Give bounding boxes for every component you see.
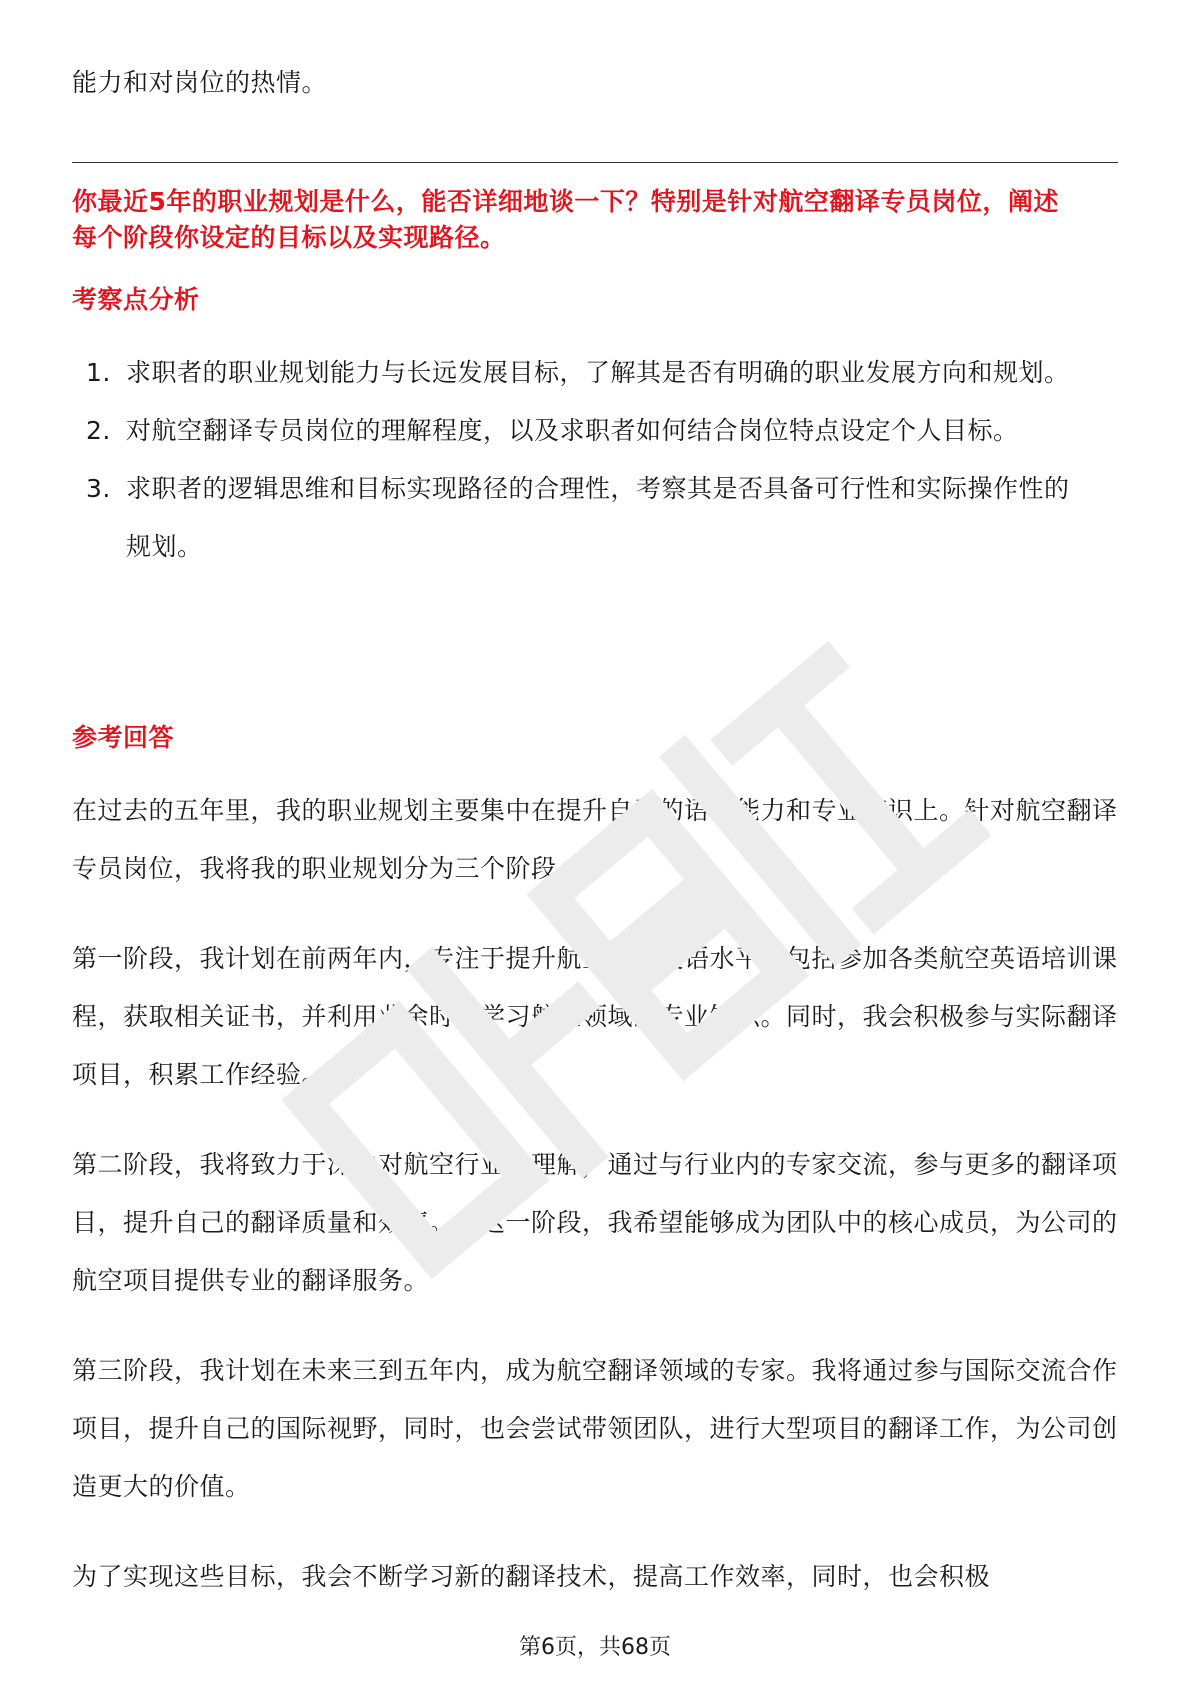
analysis-heading: 考察点分析 xyxy=(72,285,200,314)
answer-paragraph: 在过去的五年里，我的职业规划主要集中在提升自己的语言能力和专业知识上。针对航空翻译专员岗位，我将我的职业规划分为三个阶段。 xyxy=(72,796,1118,883)
point-number: 1. xyxy=(86,358,111,387)
answer-paragraph: 第一阶段，我计划在前两年内，专注于提升航空专业英语水平，包括参加各类航空英语培训课程，获取相关证书，并利用业余时间学习航空领域的专业知识。同时，我会积极参与实际翻译项目，积累工作经验。 xyxy=(72,944,1118,1089)
page-footer: 第6页，共68页 xyxy=(519,1635,671,1660)
answer-paragraph: 第三阶段，我计划在未来三到五年内，成为航空翻译领域的专家。我将通过参与国际交流合作项目，提升自己的国际视野，同时，也会尝试带领团队，进行大型项目的翻译工作，为公司创造更大的价值。 xyxy=(72,1356,1118,1501)
answer-paragraph: 第二阶段，我将致力于深化对航空行业的理解，通过与行业内的专家交流，参与更多的翻译项目，提升自己的翻译质量和效率。在这一阶段，我希望能够成为团队中的核心成员，为公司的航空项目提供专业的翻译服务。 xyxy=(72,1150,1118,1295)
point-text: 求职者的职业规划能力与长远发展目标，了解其是否有明确的职业发展方向和规划。 xyxy=(126,358,1070,387)
document-page xyxy=(72,0,1118,1684)
point-number: 3. xyxy=(86,474,111,503)
answer-heading: 参考回答 xyxy=(72,723,175,752)
point-text: 对航空翻译专员岗位的理解程度，以及求职者如何结合岗位特点设定个人目标。 xyxy=(126,416,1019,445)
analysis-points xyxy=(72,344,1118,576)
point-number: 2. xyxy=(86,416,111,445)
analysis-point xyxy=(72,402,1082,460)
analysis-point xyxy=(72,344,1082,402)
section-divider xyxy=(72,162,1118,163)
answer-paragraph: 为了实现这些目标，我会不断学习新的翻译技术，提高工作效率，同时，也会积极 xyxy=(72,1562,991,1591)
point-text: 求职者的逻辑思维和目标实现路径的合理性，考察其是否具备可行性和实际操作性的规划。 xyxy=(126,474,1070,561)
question-text: 你最近5年的职业规划是什么，能否详细地谈一下？特别是针对航空翻译专员岗位，阐述每个阶段你设定的目标以及实现路径。 xyxy=(72,187,1059,252)
continued-text: 能力和对岗位的热情。 xyxy=(72,68,328,97)
analysis-point xyxy=(72,460,1082,576)
